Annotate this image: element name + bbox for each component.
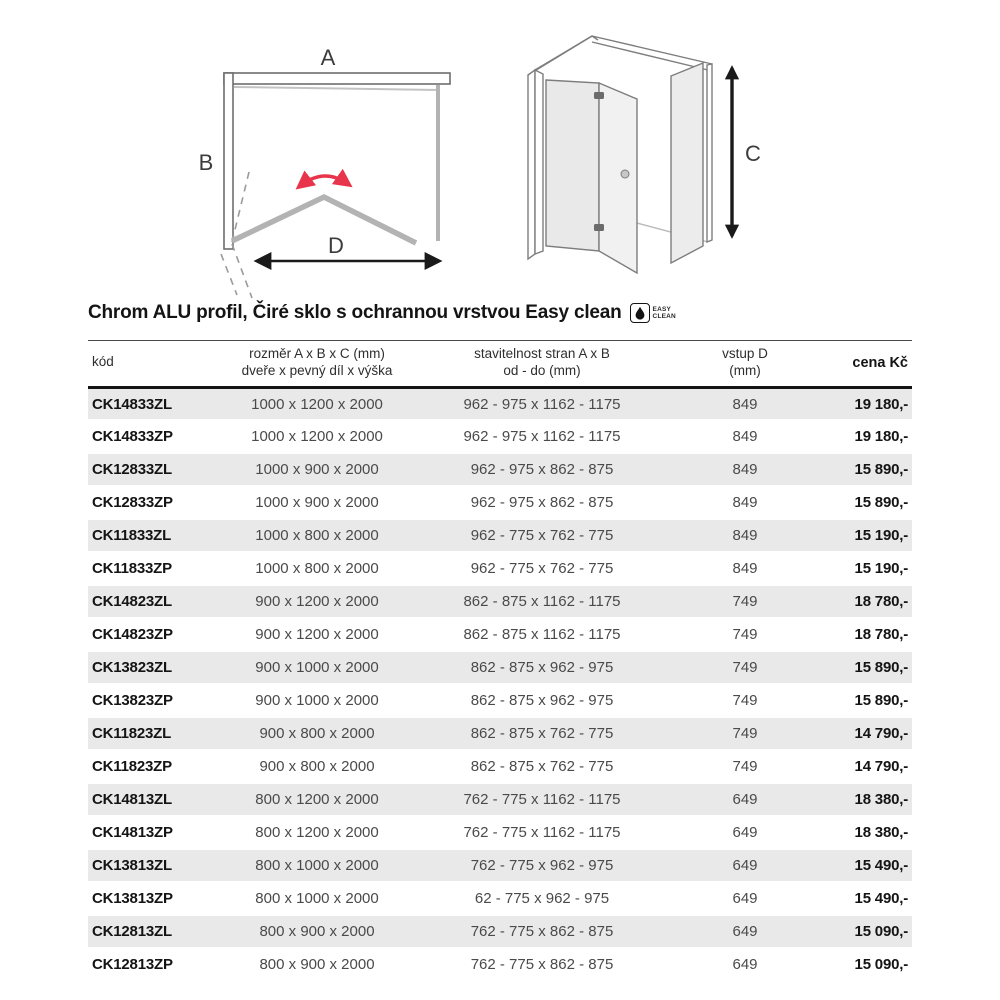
cell-kod: CK13823ZP xyxy=(88,684,236,717)
cell-vstup: 649 xyxy=(686,882,804,915)
table-row xyxy=(88,849,912,882)
cell-vstup: 649 xyxy=(686,849,804,882)
dimension-label-b: B xyxy=(198,150,214,175)
cell-vstup: 749 xyxy=(686,585,804,618)
cell-cena: 15 090,- xyxy=(804,948,912,981)
page-title: Chrom ALU profil, Čiré sklo s ochrannou vrstvou Easy clean xyxy=(88,302,622,323)
enclosure-door-panel xyxy=(599,83,637,273)
perspective-view-diagram xyxy=(503,14,778,304)
cell-kod: CK13813ZP xyxy=(88,882,236,915)
cell-cena: 19 180,- xyxy=(804,387,912,420)
cell-stav: 962 - 775 x 762 - 775 xyxy=(398,552,686,585)
cell-vstup: 849 xyxy=(686,486,804,519)
cell-kod: CK12813ZL xyxy=(88,915,236,948)
enclosure-fixed-panel xyxy=(546,80,599,251)
cell-kod: CK13823ZL xyxy=(88,651,236,684)
cell-rozmer: 900 x 800 x 2000 xyxy=(236,717,398,750)
cell-rozmer: 1000 x 1200 x 2000 xyxy=(236,420,398,453)
dimension-label-d: D xyxy=(328,233,344,258)
cell-stav: 962 - 775 x 762 - 775 xyxy=(398,519,686,552)
cell-vstup: 649 xyxy=(686,783,804,816)
table-row xyxy=(88,651,912,684)
dimension-label-c: C xyxy=(745,141,761,166)
cell-vstup: 749 xyxy=(686,651,804,684)
cell-kod: CK14823ZL xyxy=(88,585,236,618)
cell-rozmer: 1000 x 800 x 2000 xyxy=(236,552,398,585)
enclosure-right-panel xyxy=(671,63,703,263)
cell-kod: CK14833ZP xyxy=(88,420,236,453)
table-row xyxy=(88,816,912,849)
cell-rozmer: 900 x 800 x 2000 xyxy=(236,750,398,783)
cell-vstup: 749 xyxy=(686,618,804,651)
cell-kod: CK12833ZL xyxy=(88,453,236,486)
enclosure-top-frame xyxy=(592,36,712,64)
cell-stav: 962 - 975 x 1162 - 1175 xyxy=(398,420,686,453)
column-header-vstup: vstup D (mm) xyxy=(686,341,804,388)
cell-vstup: 649 xyxy=(686,915,804,948)
cell-stav: 962 - 975 x 862 - 875 xyxy=(398,453,686,486)
dimension-label-a: A xyxy=(320,45,336,70)
cell-stav: 962 - 975 x 862 - 875 xyxy=(398,486,686,519)
table-row xyxy=(88,387,912,420)
cell-rozmer: 900 x 1200 x 2000 xyxy=(236,618,398,651)
cell-stav: 762 - 775 x 962 - 975 xyxy=(398,849,686,882)
cell-vstup: 849 xyxy=(686,519,804,552)
cell-cena: 18 380,- xyxy=(804,816,912,849)
plan-fixed-panel xyxy=(436,85,440,241)
plan-top-profile xyxy=(224,73,450,84)
cell-rozmer: 1000 x 800 x 2000 xyxy=(236,519,398,552)
cell-kod: CK11833ZL xyxy=(88,519,236,552)
table-row xyxy=(88,684,912,717)
table-row xyxy=(88,783,912,816)
column-header-kod: kód xyxy=(88,341,236,388)
cell-stav: 762 - 775 x 1162 - 1175 xyxy=(398,816,686,849)
cell-cena: 14 790,- xyxy=(804,717,912,750)
cell-rozmer: 900 x 1200 x 2000 xyxy=(236,585,398,618)
table-row xyxy=(88,552,912,585)
cell-cena: 14 790,- xyxy=(804,750,912,783)
cell-kod: CK11823ZP xyxy=(88,750,236,783)
table-row xyxy=(88,750,912,783)
cell-rozmer: 800 x 900 x 2000 xyxy=(236,915,398,948)
column-header-cena: cena Kč xyxy=(804,341,912,388)
cell-cena: 18 780,- xyxy=(804,585,912,618)
cell-cena: 19 180,- xyxy=(804,420,912,453)
cell-vstup: 649 xyxy=(686,948,804,981)
cell-stav: 62 - 775 x 962 - 975 xyxy=(398,882,686,915)
cell-stav: 862 - 875 x 962 - 975 xyxy=(398,684,686,717)
cell-stav: 862 - 875 x 962 - 975 xyxy=(398,651,686,684)
section-heading xyxy=(88,302,912,324)
plan-glass-top-edge xyxy=(234,87,438,90)
plan-view-diagram xyxy=(178,25,473,310)
cell-vstup: 749 xyxy=(686,717,804,750)
enclosure-right-profile xyxy=(707,64,712,242)
cell-cena: 15 890,- xyxy=(804,453,912,486)
cell-rozmer: 900 x 1000 x 2000 xyxy=(236,684,398,717)
cell-rozmer: 1000 x 900 x 2000 xyxy=(236,453,398,486)
cell-stav: 762 - 775 x 862 - 875 xyxy=(398,915,686,948)
enclosure-top-left-edge xyxy=(528,36,598,75)
water-drop-icon xyxy=(630,303,650,323)
cell-rozmer: 1000 x 1200 x 2000 xyxy=(236,387,398,420)
cell-stav: 862 - 875 x 762 - 775 xyxy=(398,717,686,750)
price-table-header xyxy=(88,341,912,388)
table-row xyxy=(88,915,912,948)
cell-cena: 15 890,- xyxy=(804,684,912,717)
door-hinge-bottom-icon xyxy=(594,224,604,231)
plan-left-profile xyxy=(224,73,233,249)
cell-stav: 862 - 875 x 1162 - 1175 xyxy=(398,585,686,618)
easy-clean-label: EASY CLEAN xyxy=(652,305,676,320)
cell-rozmer: 800 x 1000 x 2000 xyxy=(236,882,398,915)
cell-cena: 15 490,- xyxy=(804,849,912,882)
table-row xyxy=(88,585,912,618)
cell-cena: 18 780,- xyxy=(804,618,912,651)
cell-cena: 15 890,- xyxy=(804,486,912,519)
cell-cena: 15 490,- xyxy=(804,882,912,915)
cell-cena: 15 190,- xyxy=(804,552,912,585)
cell-rozmer: 800 x 1000 x 2000 xyxy=(236,849,398,882)
cell-vstup: 749 xyxy=(686,750,804,783)
cell-stav: 962 - 975 x 1162 - 1175 xyxy=(398,387,686,420)
column-header-stavitelnost: stavitelnost stran A x B od - do (mm) xyxy=(398,341,686,388)
cell-vstup: 849 xyxy=(686,387,804,420)
cell-kod: CK11823ZL xyxy=(88,717,236,750)
cell-vstup: 849 xyxy=(686,420,804,453)
column-header-rozmer: rozměr A x B x C (mm) dveře x pevný díl x výška xyxy=(236,341,398,388)
door-knob-icon xyxy=(621,170,629,178)
cell-kod: CK11833ZP xyxy=(88,552,236,585)
cell-rozmer: 1000 x 900 x 2000 xyxy=(236,486,398,519)
easy-clean-badge xyxy=(630,303,676,323)
cell-kod: CK14823ZP xyxy=(88,618,236,651)
table-row xyxy=(88,948,912,981)
cell-kod: CK14813ZL xyxy=(88,783,236,816)
table-row xyxy=(88,420,912,453)
cell-vstup: 749 xyxy=(686,684,804,717)
plan-folding-door xyxy=(232,197,416,243)
cell-rozmer: 800 x 900 x 2000 xyxy=(236,948,398,981)
cell-kod: CK13813ZL xyxy=(88,849,236,882)
cell-rozmer: 800 x 1200 x 2000 xyxy=(236,816,398,849)
price-table xyxy=(88,340,912,982)
table-row xyxy=(88,486,912,519)
enclosure-left-profile xyxy=(528,70,535,259)
cell-cena: 15 190,- xyxy=(804,519,912,552)
door-hinge-top-icon xyxy=(594,92,604,99)
cell-kod: CK12813ZP xyxy=(88,948,236,981)
cell-cena: 15 090,- xyxy=(804,915,912,948)
cell-kod: CK14813ZP xyxy=(88,816,236,849)
cell-stav: 762 - 775 x 862 - 875 xyxy=(398,948,686,981)
table-row xyxy=(88,519,912,552)
door-swing-arrow-icon xyxy=(300,176,348,186)
cell-rozmer: 800 x 1200 x 2000 xyxy=(236,783,398,816)
price-table-body xyxy=(88,387,912,981)
cell-kod: CK14833ZL xyxy=(88,387,236,420)
cell-kod: CK12833ZP xyxy=(88,486,236,519)
table-row xyxy=(88,717,912,750)
table-row xyxy=(88,618,912,651)
table-row xyxy=(88,882,912,915)
cell-cena: 18 380,- xyxy=(804,783,912,816)
cell-cena: 15 890,- xyxy=(804,651,912,684)
cell-stav: 862 - 875 x 762 - 775 xyxy=(398,750,686,783)
cell-stav: 762 - 775 x 1162 - 1175 xyxy=(398,783,686,816)
table-row xyxy=(88,453,912,486)
cell-rozmer: 900 x 1000 x 2000 xyxy=(236,651,398,684)
cell-vstup: 849 xyxy=(686,453,804,486)
cell-stav: 862 - 875 x 1162 - 1175 xyxy=(398,618,686,651)
cell-vstup: 849 xyxy=(686,552,804,585)
cell-vstup: 649 xyxy=(686,816,804,849)
